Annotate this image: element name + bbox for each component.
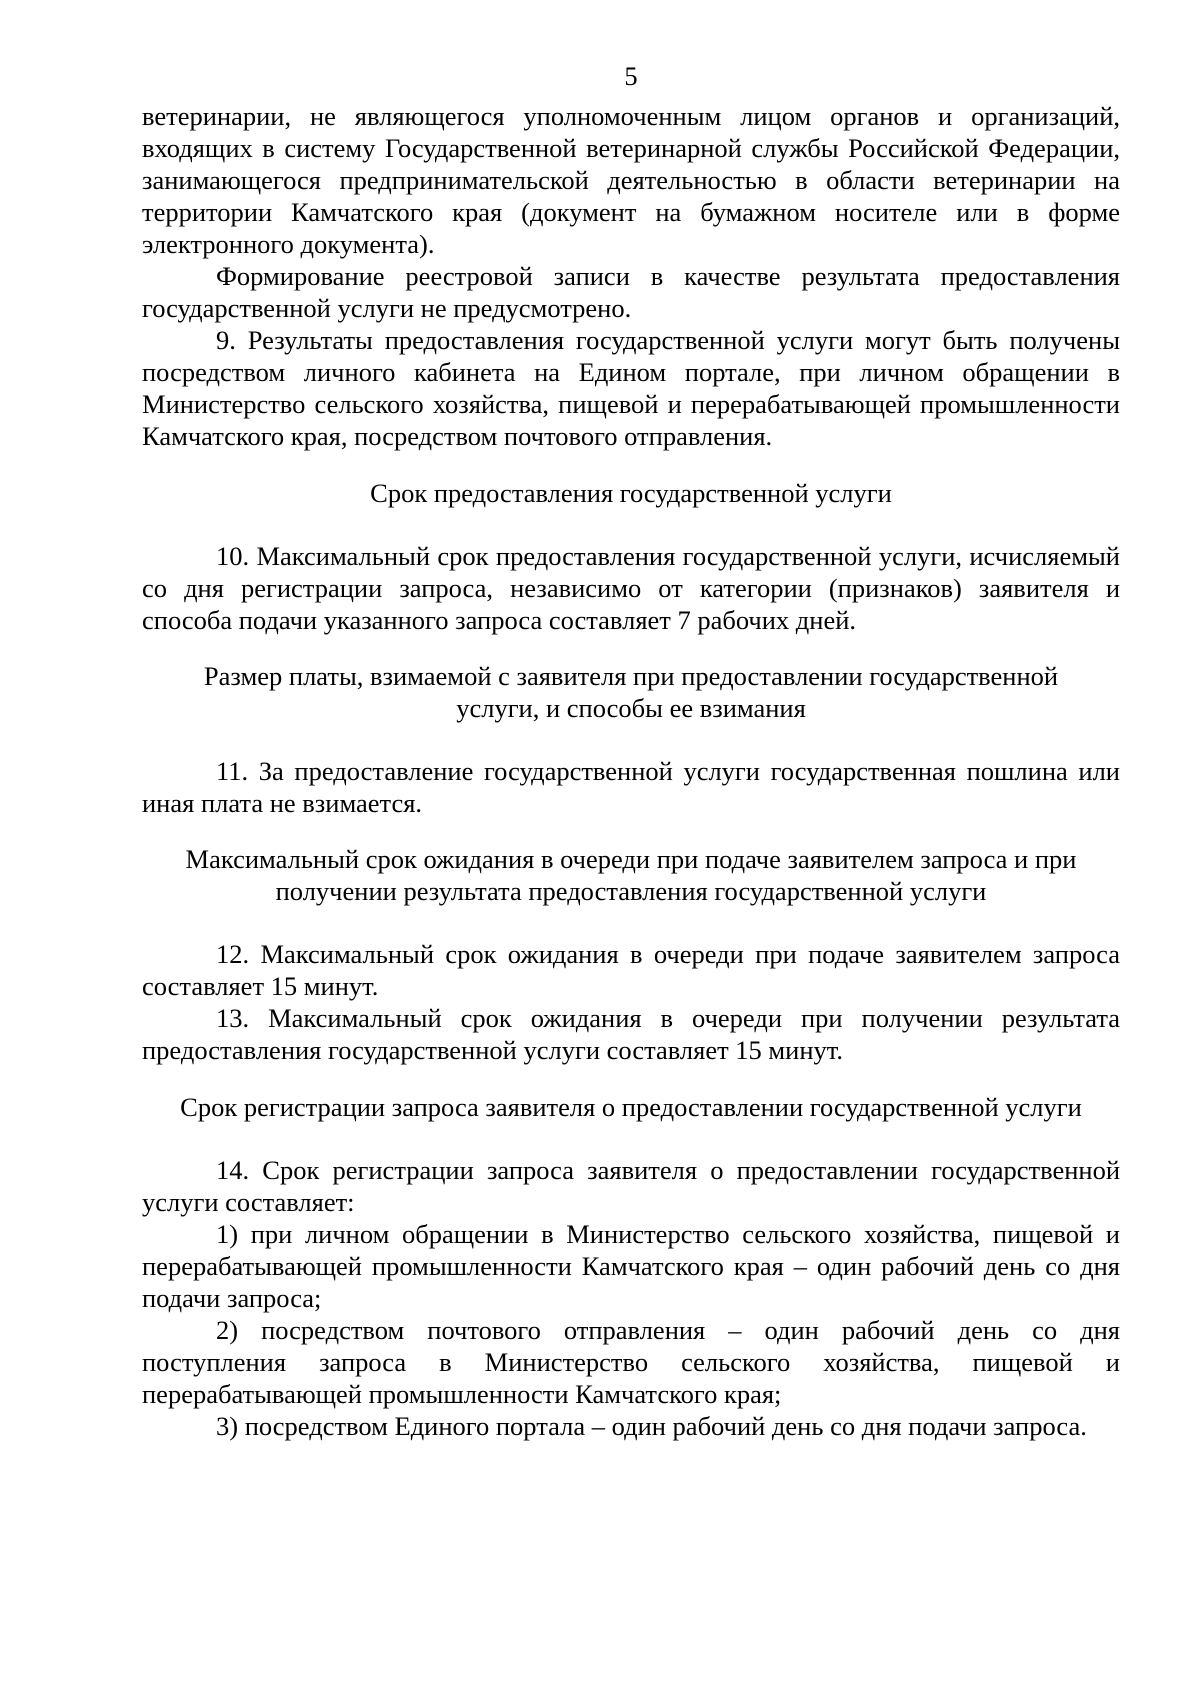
paragraph-item-14: 14. Срок регистрации запроса заявителя о предоставлении государственной услуги составляет: — [142, 1155, 1120, 1217]
paragraph-item-14-1: 1) при личном обращении в Министерство сельского хозяйства, пищевой и перерабатывающей промышленности Камчатского края – один рабочий день со дня подачи запроса; — [142, 1219, 1120, 1313]
paragraph-item-11: 11. За предоставление государственной услуги государственная пошлина или иная плата не взимается. — [142, 756, 1120, 818]
paragraph-item-13: 13. Максимальный срок ожидания в очереди при получении результата предоставления государственной услуги составляет 15 минут. — [142, 1003, 1120, 1065]
paragraph-item-14-2: 2) посредством почтового отправления – один рабочий день со дня поступления запроса в Министерство сельского хозяйства, пищевой и перерабатывающей промышленности Камчатского края; — [142, 1315, 1120, 1409]
paragraph-item-14-3: 3) посредством Единого портала – один рабочий день со дня подачи запроса. — [216, 1411, 1087, 1441]
section-heading-registration-term: Срок регистрации запроса заявителя о предоставлении государственной услуги — [180, 1092, 1082, 1122]
paragraph-registry-record: Формирование реестровой записи в качестве результата предоставления государственной услуги не предусмотрено. — [142, 261, 1120, 323]
paragraph-item-12: 12. Максимальный срок ожидания в очереди при подаче заявителем запроса составляет 15 минут. — [142, 939, 1120, 1001]
document-page — [142, 60, 1120, 1442]
paragraph-item-9: 9. Результаты предоставления государственной услуги могут быть получены посредством личного кабинета на Едином портале, при личном обращении в Министерство сельского хозяйства, пищевой и перерабатывающей промышленности Камчатского края, посредством почтового отправления. — [142, 325, 1120, 451]
paragraph-item-10: 10. Максимальный срок предоставления государственной услуги, исчисляемый со дня регистрации запроса, независимо от категории (признаков) заявителя и способа подачи указанного запроса составляет 7 рабочих дней. — [142, 541, 1120, 635]
section-heading-fee: Размер платы, взимаемой с заявителя при предоставлении государственной услуги, и способы ее взимания — [203, 661, 1059, 723]
page-number: 5 — [624, 61, 638, 91]
paragraph-continuation: ветеринарии, не являющегося уполномоченным лицом органов и организаций, входящих в систему Государственной ветеринарной службы Российской Федерации, занимающегося предпринимательской деятельностью в области ветеринарии на территории Камчатского края (документ на бумажном носителе или в форме электронного документа). — [142, 101, 1120, 259]
section-heading-service-term: Срок предоставления государственной услуги — [370, 478, 892, 508]
section-heading-queue-time: Максимальный срок ожидания в очереди при подаче заявителем запроса и при получении результата предоставления государственной услуги — [185, 844, 1077, 906]
